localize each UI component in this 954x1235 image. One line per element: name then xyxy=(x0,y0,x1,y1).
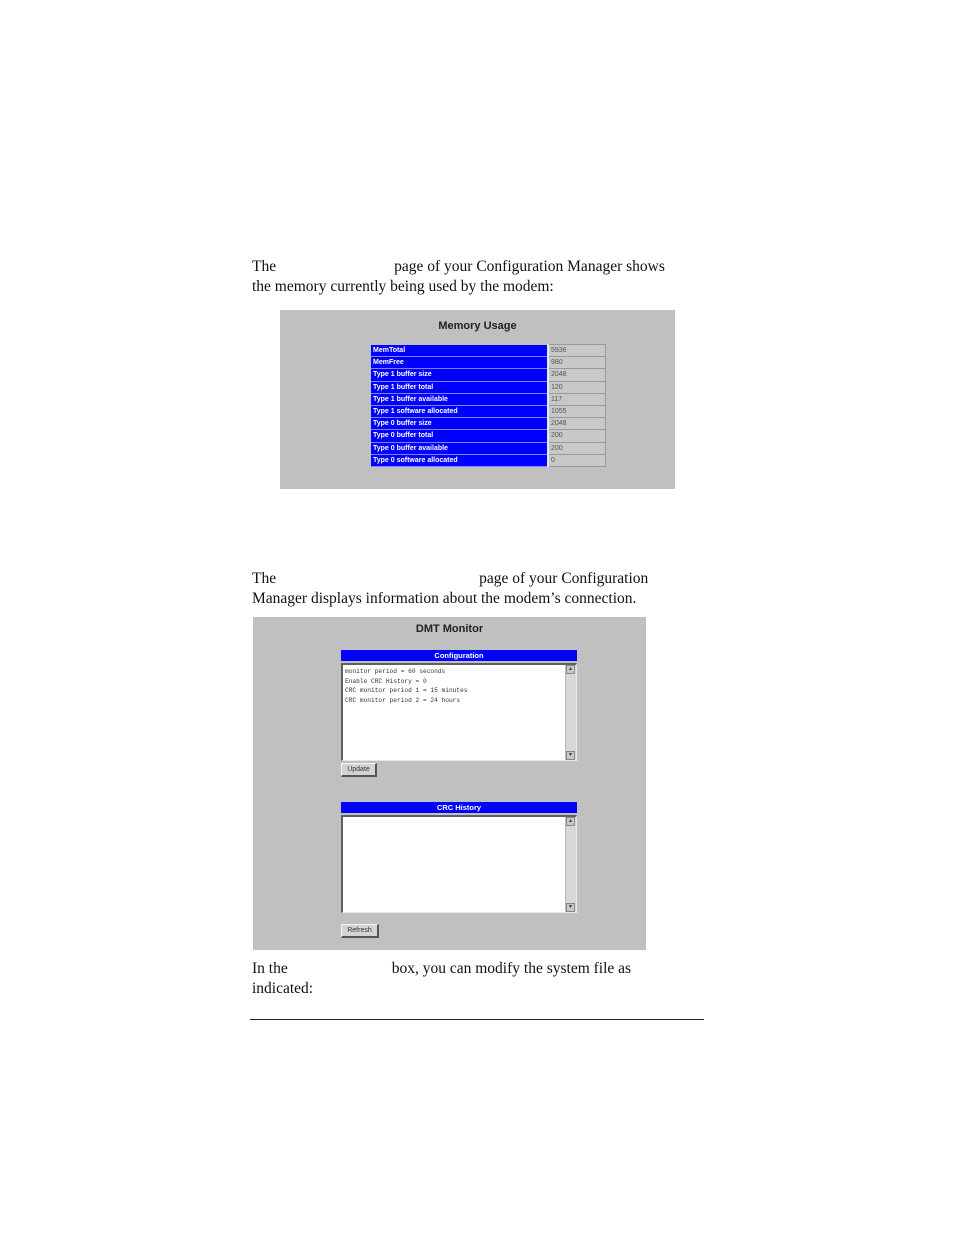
memory-usage-screenshot xyxy=(280,310,675,489)
scroll-down-icon[interactable]: ▾ xyxy=(566,903,575,912)
table-row xyxy=(371,442,606,454)
intro-paragraph-2 xyxy=(252,569,692,609)
table-row xyxy=(371,381,606,393)
memory-value: 1055 xyxy=(548,405,606,417)
configuration-text: monitor period = 60 seconds Enable CRC History = 0 CRC monitor period 1 = 15 minutes CRC monitor period 2 = 24 hours xyxy=(345,668,468,704)
intro-paragraph-1 xyxy=(252,257,692,297)
scroll-up-icon[interactable]: ▴ xyxy=(566,817,575,826)
memory-label: Type 1 buffer size xyxy=(371,369,548,381)
intro2-post: page of your Configuration xyxy=(479,570,649,587)
memory-label: MemTotal xyxy=(371,345,548,357)
crc-history-header: CRC History xyxy=(341,802,577,813)
outro-post: box, you can modify the system file as xyxy=(391,960,632,977)
refresh-button[interactable]: Refresh xyxy=(341,924,379,938)
outro-paragraph xyxy=(252,959,692,999)
memory-label: Type 0 buffer available xyxy=(371,442,548,454)
scroll-down-icon[interactable]: ▾ xyxy=(566,751,575,760)
memory-value: 980 xyxy=(548,357,606,369)
intro1-line2: the memory currently being used by the modem: xyxy=(252,278,554,295)
table-row xyxy=(371,418,606,430)
configuration-scrollbar[interactable] xyxy=(565,665,576,760)
table-row xyxy=(371,405,606,417)
memory-label: Type 0 buffer total xyxy=(371,430,548,442)
scroll-up-icon[interactable]: ▴ xyxy=(566,665,575,674)
crc-history-textarea[interactable] xyxy=(341,815,577,913)
memory-value: 5936 xyxy=(548,345,606,357)
memory-label: Type 0 software allocated xyxy=(371,454,548,466)
memory-value: 120 xyxy=(548,381,606,393)
intro1-post: page of your Configuration Manager shows xyxy=(394,258,665,275)
configuration-header: Configuration xyxy=(341,650,577,661)
memory-label: Type 1 buffer total xyxy=(371,381,548,393)
intro2-pre: The xyxy=(252,570,277,587)
memory-value: 2048 xyxy=(548,369,606,381)
memory-usage-title: Memory Usage xyxy=(438,320,517,332)
table-row xyxy=(371,393,606,405)
memory-value: 200 xyxy=(548,430,606,442)
memory-value: 0 xyxy=(548,454,606,466)
dmt-monitor-title: DMT Monitor xyxy=(415,623,484,635)
memory-value: 2048 xyxy=(548,418,606,430)
memory-label: Type 1 buffer available xyxy=(371,393,548,405)
memory-value: 117 xyxy=(548,393,606,405)
table-row xyxy=(371,430,606,442)
memory-value: 200 xyxy=(548,442,606,454)
table-row xyxy=(371,357,606,369)
dmt-monitor-screenshot xyxy=(253,617,646,950)
memory-usage-table xyxy=(371,344,606,467)
table-row xyxy=(371,345,606,357)
intro2-line2: Manager displays information about the modem’s connection. xyxy=(252,590,637,607)
table-row xyxy=(371,454,606,466)
table-row xyxy=(371,369,606,381)
intro1-pre: The xyxy=(252,258,277,275)
memory-label: Type 0 buffer size xyxy=(371,418,548,430)
update-button[interactable]: Update xyxy=(341,763,377,777)
outro-line2: indicated: xyxy=(252,980,314,997)
outro-pre: In the xyxy=(252,960,288,977)
memory-label: MemFree xyxy=(371,357,548,369)
memory-label: Type 1 software allocated xyxy=(371,405,548,417)
footer-rule xyxy=(250,1019,704,1020)
configuration-textarea[interactable] xyxy=(341,663,577,761)
crc-history-scrollbar[interactable] xyxy=(565,817,576,912)
